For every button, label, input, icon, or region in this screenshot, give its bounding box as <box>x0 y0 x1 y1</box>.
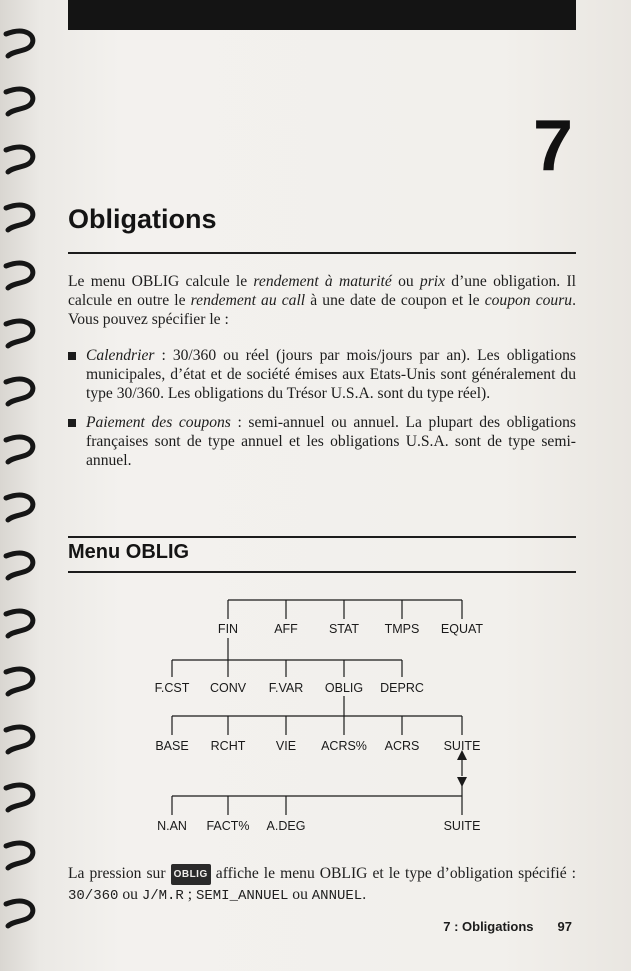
section-rule-bottom <box>68 571 576 573</box>
oblig-key-icon: OBLIG <box>171 864 211 885</box>
menu-key-nan: N.AN <box>157 819 187 833</box>
menu-key-aff: AFF <box>274 622 298 636</box>
menu-key-fact-pct: FACT% <box>206 819 250 833</box>
menu-key-tmps: TMPS <box>384 622 420 636</box>
chapter-number: 7 <box>532 106 574 186</box>
bullet-calendar: Calendrier : 30/360 ou réel (jours par mois/jours par an). Les obligations municipales, d’état et de société émises aux Etats-Unis sont généralement du type 30/360. Les obligations du Trésor U.S.A. sont du type réel). <box>68 346 576 403</box>
intro-paragraph: Le menu OBLIG calcule le rendement à maturité ou prix d’une obligation. Il calcule en outre le rendement au call à une date de coupon et le coupon couru. Vous pouvez spécifier le : <box>68 273 577 328</box>
page-footer <box>443 919 572 934</box>
menu-key-fin: FIN <box>217 622 239 636</box>
bullet-coupon-payment: Paiement des coupons : semi-annuel ou annuel. La plupart des obligations françaises sont de type annuel et les obligations U.S.A. sont de type semi-annuel. <box>68 413 576 470</box>
menu-key-base: BASE <box>155 739 189 753</box>
menu-key-fvar: F.VAR <box>268 681 304 695</box>
menu-key-stat: STAT <box>328 622 360 636</box>
section-rule-top <box>68 536 576 538</box>
spiral-binding <box>0 0 50 971</box>
menu-key-oblig: OBLIG <box>324 681 364 695</box>
section-title: Menu OBLIG <box>68 541 190 563</box>
menu-key-vie: VIE <box>275 739 297 753</box>
chapter-title-rule <box>68 252 576 254</box>
bullet-square-icon <box>68 419 76 427</box>
menu-key-suite-2: SUITE <box>443 819 481 833</box>
menu-key-equat: EQUAT <box>440 622 484 636</box>
menu-key-suite: SUITE <box>443 739 481 753</box>
closing-paragraph: La pression sur OBLIG affiche le menu OBLIG et le type d’obligation spécifié : 30/360 ou J/M.R ; SEMI_ANNUEL ou ANNUEL. <box>68 865 576 904</box>
menu-key-rcht: RCHT <box>210 739 246 753</box>
footer-chapter-ref: 7 : Obligations <box>443 919 534 934</box>
spec-bullet-list <box>68 346 576 480</box>
page-number: 97 <box>557 919 572 934</box>
menu-key-acrs: ACRS <box>384 739 420 753</box>
chapter-title: Obligations <box>68 204 217 234</box>
header-bar <box>68 0 576 30</box>
menu-key-fcst: F.CST <box>154 681 190 695</box>
menu-key-deprc: DEPRC <box>380 681 424 695</box>
menu-key-adeg: A.DEG <box>266 819 306 833</box>
menu-tree-diagram <box>130 590 510 840</box>
menu-key-acrs-pct: ACRS% <box>321 739 367 753</box>
menu-key-conv: CONV <box>209 681 247 695</box>
bullet-square-icon <box>68 352 76 360</box>
